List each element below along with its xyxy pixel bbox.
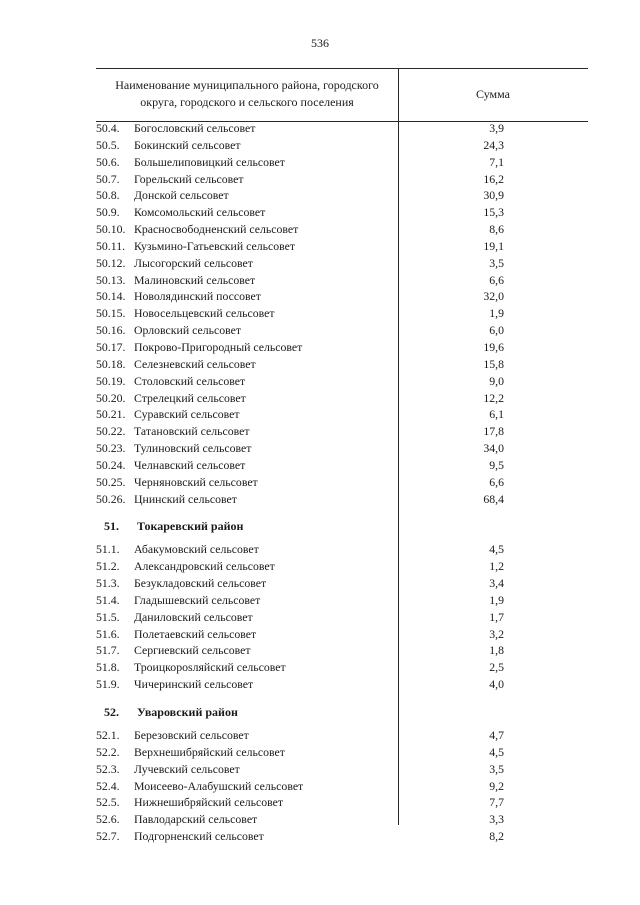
header-name-line2: округа, городского и сельского поселения (140, 95, 354, 109)
row-number: 50.7. (96, 171, 120, 186)
section-heading-52 (0, 693, 640, 727)
amount-value: 1,2 (489, 559, 504, 574)
settlement-name: Гладышевский сельсовет (134, 592, 261, 607)
amount-value: 1,9 (489, 592, 504, 607)
table-row (0, 474, 640, 491)
settlement-name: Богословский сельсовет (134, 121, 256, 135)
table-row (0, 609, 640, 626)
amount-value: 24,3 (483, 137, 504, 152)
row-number: 50.25. (96, 474, 126, 489)
table-row (0, 794, 640, 811)
table-row (0, 744, 640, 761)
table-row (0, 356, 640, 373)
settlement-name: Бокинский сельсовет (134, 137, 241, 152)
section-heading-51 (0, 507, 640, 541)
row-number: 51.7. (96, 643, 120, 658)
table-row (0, 440, 640, 457)
amount-value: 32,0 (483, 289, 504, 304)
settlement-name: Александровский сельсовет (134, 559, 275, 574)
amount-value: 3,2 (489, 626, 504, 641)
table-row (0, 575, 640, 592)
table-row (0, 154, 640, 171)
page-number: 536 (311, 36, 329, 50)
table-row (0, 727, 640, 744)
settlement-name: Селезневский сельсовет (134, 356, 256, 371)
table-row (0, 137, 640, 154)
settlement-name: Павлодарский сельсовет (134, 812, 258, 827)
settlement-name: Безукладовский сельсовет (134, 576, 267, 591)
row-number: 50.18. (96, 356, 126, 371)
group-52-rows (0, 727, 640, 845)
group-51-rows (0, 541, 640, 693)
table-row (0, 778, 640, 795)
section-title: Уваровский район (137, 705, 238, 719)
settlement-name: Березовский сельсовет (134, 728, 249, 742)
amount-value: 4,5 (489, 744, 504, 759)
row-number: 50.22. (96, 424, 126, 439)
amount-value: 6,6 (489, 474, 504, 489)
settlement-name: Столовский сельсовет (134, 373, 246, 388)
row-number: 50.14. (96, 289, 126, 304)
amount-value: 9,0 (489, 373, 504, 388)
settlement-name: Полетаевский сельсовет (134, 626, 257, 641)
row-number: 50.21. (96, 407, 126, 422)
row-number: 51.9. (96, 677, 120, 692)
row-number: 50.26. (96, 491, 126, 506)
section-number: 52. (104, 705, 119, 719)
table-row (0, 390, 640, 407)
table-row (0, 238, 640, 255)
amount-value: 16,2 (483, 171, 504, 186)
settlement-name: Абакумовский сельсовет (134, 542, 259, 557)
table-row (0, 120, 640, 137)
amount-value: 3,3 (489, 812, 504, 827)
amount-value: 3,5 (489, 255, 504, 270)
table-row (0, 659, 640, 676)
table-row (0, 339, 640, 356)
header-sum-column: Сумма (476, 87, 510, 101)
settlement-name: Чичеринский сельсовет (134, 677, 254, 692)
row-number: 51.4. (96, 592, 120, 607)
table-row (0, 828, 640, 845)
row-number: 50.8. (96, 188, 120, 203)
amount-value: 4,5 (489, 542, 504, 557)
settlement-name: Сергиевский сельсовет (134, 643, 251, 658)
amount-value: 19,1 (483, 238, 504, 253)
table-row (0, 541, 640, 558)
table-row (0, 221, 640, 238)
header-name-column (96, 77, 398, 111)
settlement-name: Тулиновский сельсовет (134, 441, 252, 456)
row-number: 50.5. (96, 137, 120, 152)
settlement-name: Новолядинский поссовет (134, 289, 261, 304)
header-name-line1: Наименование муниципального района, городского (115, 78, 379, 92)
settlement-name: Цнинский сельсовет (134, 491, 237, 506)
table-row (0, 288, 640, 305)
table-row (0, 811, 640, 828)
amount-value: 8,2 (489, 829, 504, 844)
settlement-name: Большелиповицкий сельсовет (134, 154, 285, 169)
amount-value: 15,8 (483, 356, 504, 371)
settlement-name: Троицкорosляйский сельсовет (134, 660, 286, 675)
settlement-name: Комсомольский сельсовет (134, 205, 266, 220)
amount-value: 6,6 (489, 272, 504, 287)
group-50-rows (0, 120, 640, 507)
row-number: 52.7. (96, 829, 120, 844)
amount-value: 68,4 (483, 491, 504, 506)
table-row (0, 642, 640, 659)
settlement-name: Стрелецкий сельсовет (134, 390, 246, 405)
row-number: 50.15. (96, 306, 126, 321)
amount-value: 6,1 (489, 407, 504, 422)
table-row (0, 373, 640, 390)
row-number: 50.16. (96, 323, 126, 338)
settlement-name: Моисеево-Алабушский сельсовет (134, 778, 304, 793)
table-row (0, 592, 640, 609)
settlement-name: Верхнешибряйский сельсовет (134, 744, 285, 759)
table-row (0, 255, 640, 272)
table-row (0, 171, 640, 188)
settlement-name: Черняновский сельсовет (134, 474, 258, 489)
table-row (0, 322, 640, 339)
row-number: 50.19. (96, 373, 126, 388)
row-number: 52.5. (96, 795, 120, 810)
settlement-name: Лысогорский сельсовет (134, 255, 253, 270)
amount-value: 34,0 (483, 441, 504, 456)
table-header (96, 68, 588, 122)
section-title: Токаревский район (137, 519, 244, 534)
amount-value: 2,5 (489, 660, 504, 675)
row-number: 51.5. (96, 609, 120, 624)
row-number: 52.3. (96, 761, 120, 776)
amount-value: 3,4 (489, 576, 504, 591)
amount-value: 6,0 (489, 323, 504, 338)
row-number: 51.1. (96, 542, 120, 557)
row-number: 50.12. (96, 255, 126, 270)
settlement-name: Кузьмино-Гатьевский сельсовет (134, 238, 296, 253)
table-row (0, 272, 640, 289)
settlement-name: Донской сельсовет (134, 188, 229, 203)
row-number: 51.3. (96, 576, 120, 591)
settlement-name: Орловский сельсовет (134, 323, 242, 338)
table-row (0, 491, 640, 508)
amount-value: 1,9 (489, 306, 504, 321)
amount-value: 30,9 (483, 188, 504, 203)
settlement-name: Покрово-Пригородный сельсовет (134, 339, 303, 354)
row-number: 52.6. (96, 812, 120, 827)
settlement-name: Татановский сельсовет (134, 424, 250, 439)
row-number: 51.2. (96, 559, 120, 574)
table-row (0, 676, 640, 693)
table-row (0, 423, 640, 440)
settlement-name: Суравский сельсовет (134, 407, 240, 422)
row-number: 52.4. (96, 778, 120, 793)
section-number: 51. (104, 519, 119, 534)
amount-value: 4,0 (489, 677, 504, 692)
table-row (0, 558, 640, 575)
amount-value: 1,7 (489, 609, 504, 624)
row-number: 52.1. (96, 728, 120, 742)
settlement-name: Малиновский сельсовет (134, 272, 256, 287)
amount-value: 12,2 (483, 390, 504, 405)
amount-value: 3,5 (489, 761, 504, 776)
amount-value: 1,8 (489, 643, 504, 658)
row-number: 50.13. (96, 272, 126, 287)
row-number: 52.2. (96, 744, 120, 759)
row-number: 50.4. (96, 121, 120, 135)
row-number: 50.17. (96, 339, 126, 354)
table-row (0, 457, 640, 474)
table-row (0, 204, 640, 221)
amount-value: 19,6 (483, 339, 504, 354)
table-row (0, 761, 640, 778)
table-row (0, 305, 640, 322)
row-number: 51.8. (96, 660, 120, 675)
row-number: 50.24. (96, 457, 126, 472)
settlement-name: Челнавский сельсовет (134, 457, 246, 472)
amount-value: 9,2 (489, 778, 504, 793)
row-number: 51.6. (96, 626, 120, 641)
amount-value: 17,8 (483, 424, 504, 439)
amount-value: 4,7 (489, 728, 504, 742)
amount-value: 7,7 (489, 795, 504, 810)
table-row (0, 187, 640, 204)
amount-value: 3,9 (489, 121, 504, 135)
amount-value: 8,6 (489, 222, 504, 237)
row-number: 50.9. (96, 205, 120, 220)
amount-value: 7,1 (489, 154, 504, 169)
settlement-name: Даниловский сельсовет (134, 609, 253, 624)
settlement-name: Красносвободненский сельсовет (134, 222, 299, 237)
settlement-name: Горельский сельсовет (134, 171, 244, 186)
settlement-name: Лучевский сельсовет (134, 761, 240, 776)
amount-value: 9,5 (489, 457, 504, 472)
settlement-name: Нижнешибряйский сельсовет (134, 795, 284, 810)
amount-value: 15,3 (483, 205, 504, 220)
row-number: 50.20. (96, 390, 126, 405)
row-number: 50.6. (96, 154, 120, 169)
table-row (0, 626, 640, 643)
settlement-name: Подгорненский сельсовет (134, 829, 264, 844)
table-body (0, 120, 640, 845)
settlement-name: Новосельцевский сельсовет (134, 306, 275, 321)
table-row (0, 406, 640, 423)
row-number: 50.23. (96, 441, 126, 456)
row-number: 50.10. (96, 222, 126, 237)
row-number: 50.11. (96, 238, 126, 253)
